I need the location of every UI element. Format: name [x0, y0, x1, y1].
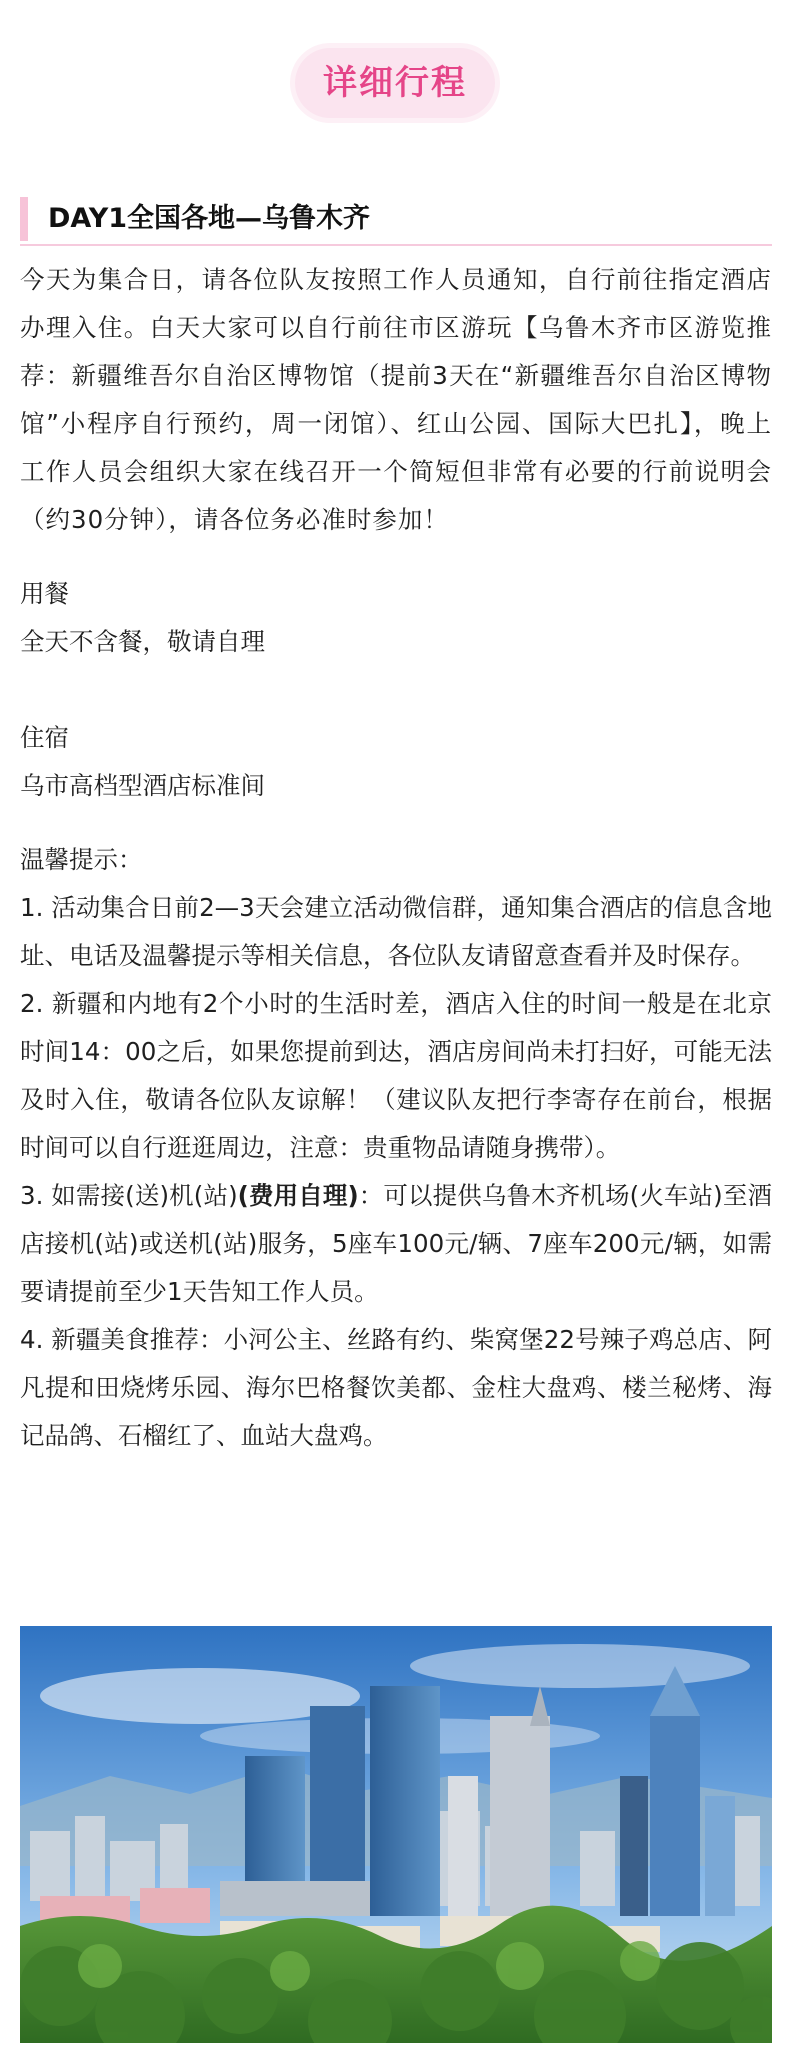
- meals-value: 全天不含餐，敬请自理: [20, 627, 265, 656]
- tip-2: 2. 新疆和内地有2个小时的生活时差，酒店入住的时间一般是在北京时间14：00之后，如果您提前到达，酒店房间尚未打扫好，可能无法及时入住，敬请各位队友谅解！（建议队友把行李寄存在前台，根据时间可以自行逛逛周边，注意：贵重物品请随身携带）。: [20, 989, 772, 1162]
- day-title: DAY1全国各地—乌鲁木齐: [48, 203, 371, 234]
- intro-paragraph: 今天为集合日，请各位队友按照工作人员通知，自行前往指定酒店办理入住。白天大家可以自行前往市区游玩【乌鲁木齐市区游览推荐：新疆维吾尔自治区博物馆（提前3天在“新疆维吾尔自治区博物馆”小程序自行预约，周一闭馆）、红山公园、国际大巴扎】，晚上工作人员会组织大家在线召开一个简短但非常有必要的行前说明会（约30分钟），请各位务必准时参加！: [20, 265, 772, 534]
- tip-1: 1. 活动集合日前2—3天会建立活动微信群，通知集合酒店的信息含地址、电话及温馨提示等相关信息，各位队友请留意查看并及时保存。: [20, 893, 772, 970]
- accent-bar: [20, 197, 28, 241]
- tip-3-bold: (费用自理): [237, 1181, 359, 1210]
- title-wrap: [0, 48, 790, 118]
- hotel-value: 乌市高档型酒店标准间: [20, 771, 265, 800]
- city-skyline-photo: [20, 1626, 772, 2043]
- tip-3-body: ：可以提供乌鲁木齐机场(火车站)至酒店接机(站)或送机(站)服务，5座车100元/辆、7座车200元/辆，如需要请提前至少1天告知工作人员。: [20, 1181, 772, 1306]
- itinerary-content: [20, 256, 772, 1460]
- meals-label: 用餐: [20, 579, 69, 608]
- section-title: 详细行程: [295, 48, 495, 118]
- day-header: [20, 194, 772, 246]
- tip-3-prefix: 3. 如需接(送)机(站): [20, 1181, 238, 1210]
- hotel-label: 住宿: [20, 723, 69, 752]
- tips-label: 温馨提示：: [20, 845, 143, 874]
- tip-4: 4. 新疆美食推荐：小河公主、丝路有约、柴窝堡22号辣子鸡总店、阿凡提和田烧烤乐园、海尔巴格餐饮美都、金柱大盘鸡、楼兰秘烤、海记品鸽、石榴红了、血站大盘鸡。: [20, 1325, 772, 1450]
- tip-3: [20, 1172, 772, 1316]
